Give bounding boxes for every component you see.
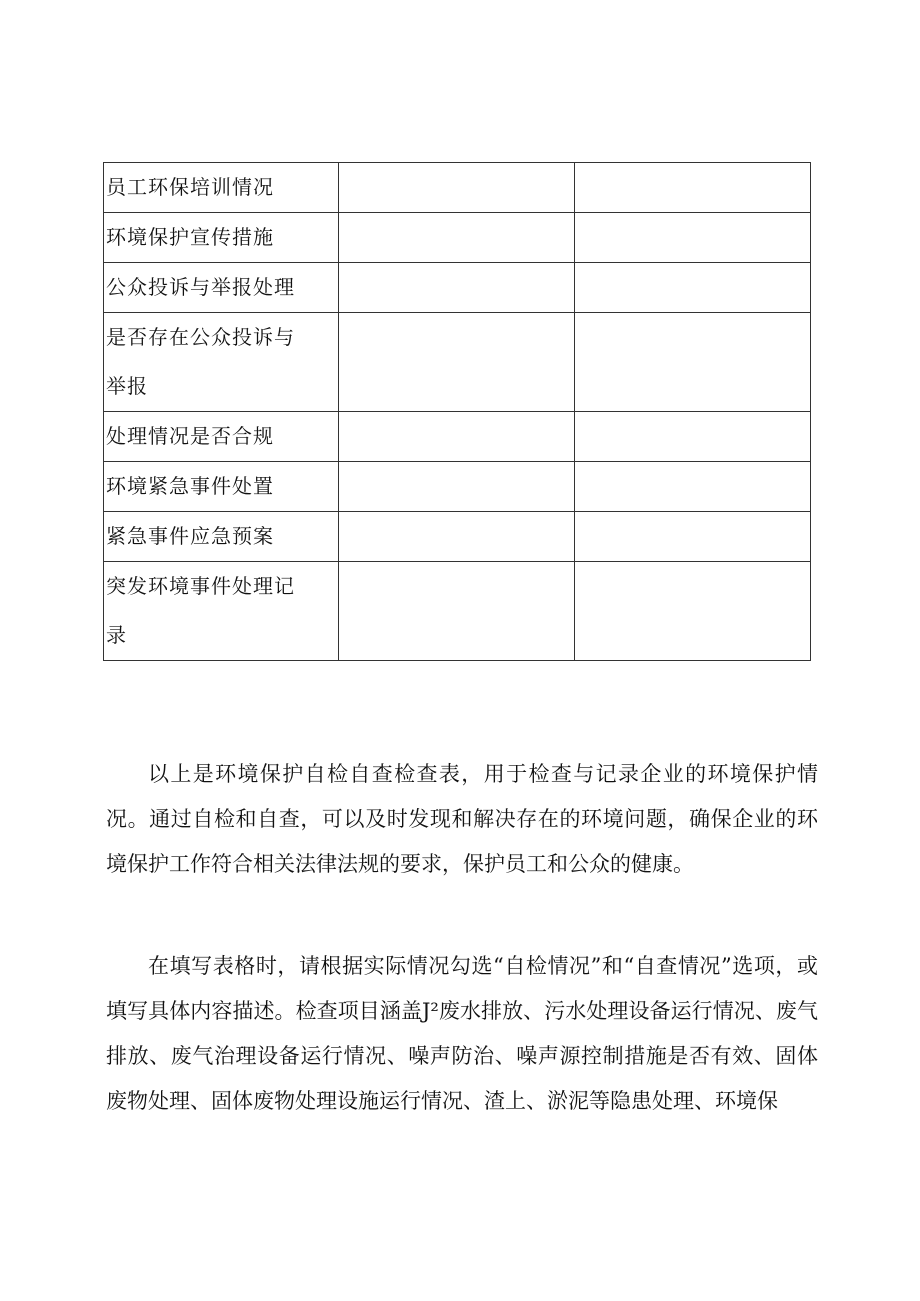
table-row	[104, 412, 811, 462]
self-check-cell	[339, 213, 575, 263]
self-check-cell	[339, 512, 575, 562]
table-row	[104, 562, 811, 661]
table-row	[104, 313, 811, 412]
check-item-cell	[104, 213, 339, 263]
self-check-cell	[339, 263, 575, 313]
check-item-cell	[104, 163, 339, 213]
self-check-cell	[339, 412, 575, 462]
self-inspect-cell	[575, 462, 811, 512]
check-item-label: 紧急事件应急预案	[106, 524, 274, 548]
self-inspect-cell	[575, 213, 811, 263]
check-item-cell	[104, 313, 339, 412]
table-row	[104, 462, 811, 512]
table-row	[104, 512, 811, 562]
check-item-cell	[104, 562, 339, 661]
self-check-cell	[339, 462, 575, 512]
self-inspect-cell	[575, 512, 811, 562]
self-check-cell	[339, 562, 575, 661]
self-inspect-cell	[575, 313, 811, 412]
table-row	[104, 263, 811, 313]
check-item-cell	[104, 462, 339, 512]
check-item-cell	[104, 512, 339, 562]
check-item-label: 突发环境事件处理记录	[106, 574, 295, 647]
check-item-cell	[104, 412, 339, 462]
check-item-label: 环境紧急事件处置	[106, 474, 274, 498]
table-row	[104, 163, 811, 213]
check-item-label: 是否存在公众投诉与举报	[106, 325, 295, 398]
check-item-label: 处理情况是否合规	[106, 424, 274, 448]
self-inspect-cell	[575, 412, 811, 462]
self-inspect-cell	[575, 163, 811, 213]
self-inspect-cell	[575, 562, 811, 661]
check-item-cell	[104, 263, 339, 313]
check-item-label: 环境保护宣传措施	[106, 225, 274, 249]
summary-paragraph: 以上是环境保护自检自查检查表，用于检查与记录企业的环境保护情况。通过自检和自查，可以及时发现和解决存在的环境问题，确保企业的环境保护工作符合相关法律法规的要求，保护员工和公众的健康。	[106, 762, 818, 876]
check-item-label: 员工环保培训情况	[106, 175, 274, 199]
check-item-label: 公众投诉与举报处理	[106, 275, 295, 299]
self-check-cell	[339, 163, 575, 213]
environmental-checklist-table	[103, 162, 811, 661]
instructions-paragraph: 在填写表格时，请根据实际情况勾选“自检情况”和“自查情况”选项，或填写具体内容描述。检查项目涵盖J²废水排放、污水处理设备运行情况、废气排放、废气治理设备运行情况、噪声防治、噪声源控制措施是否有效、固体废物处理、固体废物处理设施运行情况、渣上、淤泥等隐患处理、环境保	[106, 954, 818, 1113]
self-inspect-cell	[575, 263, 811, 313]
table-row	[104, 213, 811, 263]
self-check-cell	[339, 313, 575, 412]
